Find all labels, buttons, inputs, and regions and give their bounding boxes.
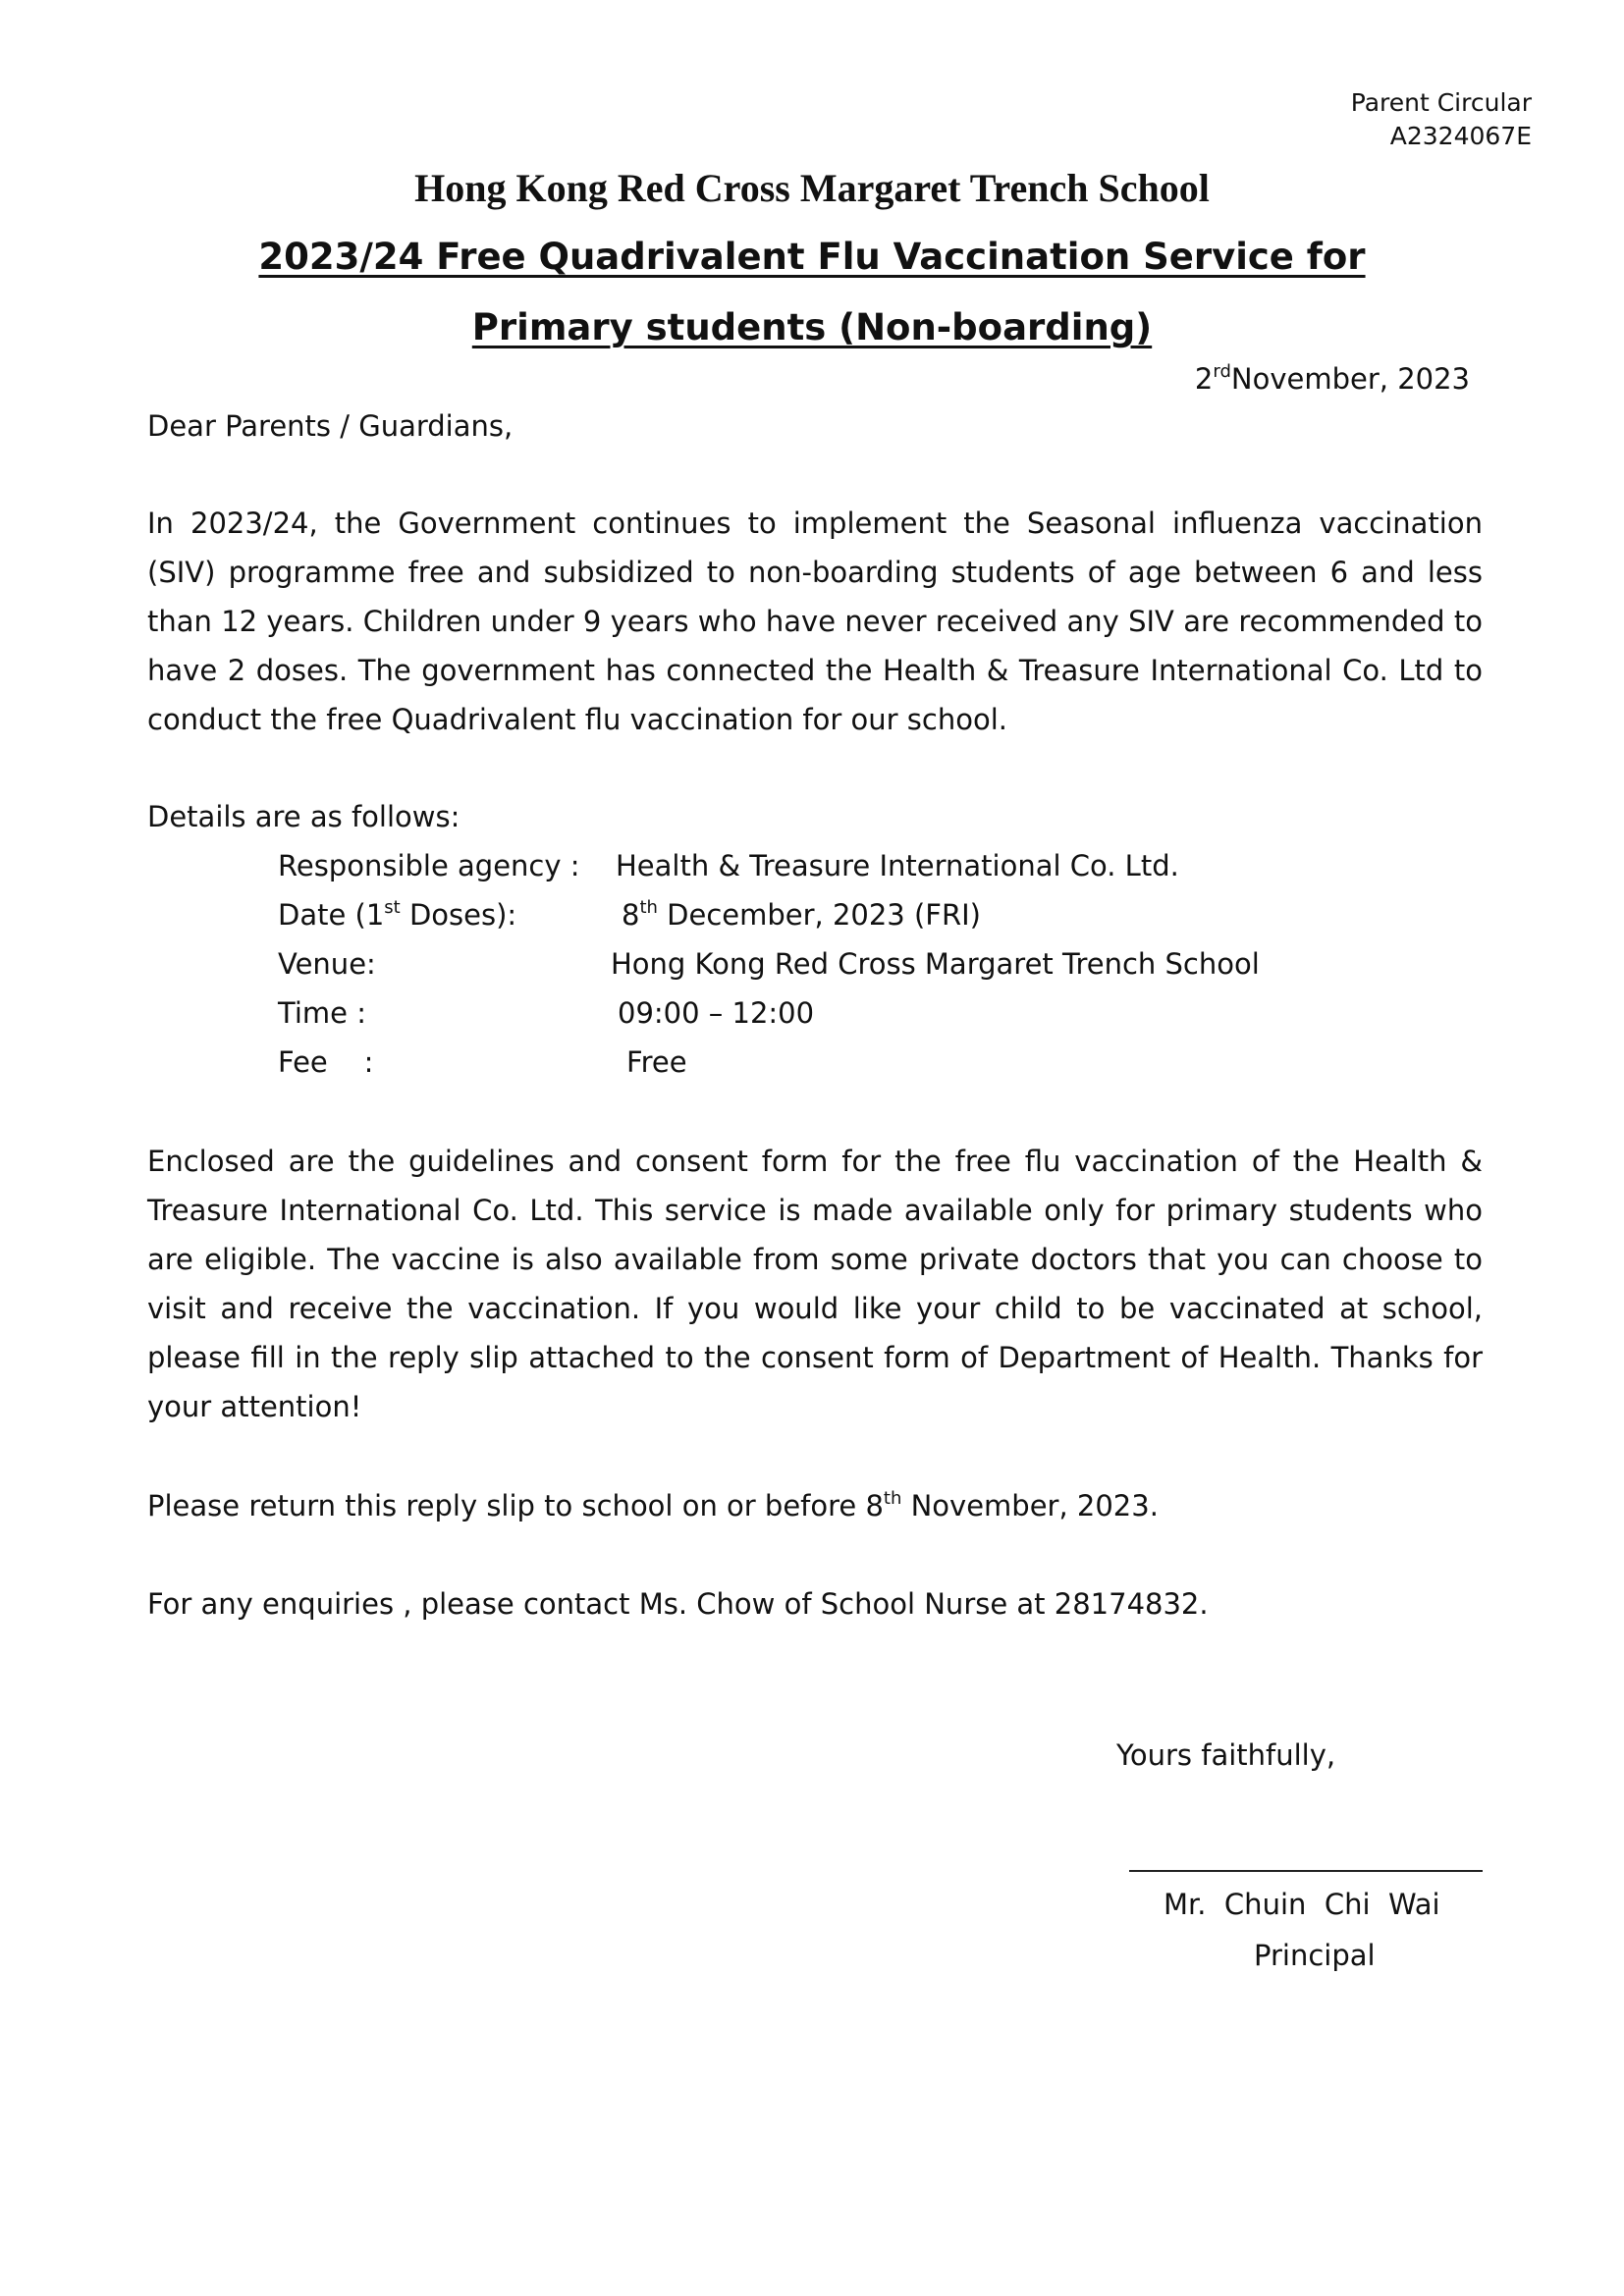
- return-note-text: Please return this reply slip to school on or before 8: [147, 1489, 884, 1522]
- principal-title: Principal: [1254, 1939, 1376, 1972]
- venue-label: Venue:: [278, 947, 376, 981]
- circular-number: A2324067E: [1389, 122, 1532, 150]
- time-value: 09:00 – 12:00: [618, 996, 815, 1030]
- issue-date: [1195, 359, 1470, 399]
- agency-value: Health & Treasure International Co. Ltd.: [616, 849, 1179, 882]
- closing-yours-faithfully: Yours faithfully,: [1116, 1738, 1336, 1772]
- school-name: Hong Kong Red Cross Margaret Trench School: [414, 166, 1210, 210]
- fee-label: Fee :: [278, 1045, 374, 1079]
- enquiry-note: For any enquiries , please contact Ms. Chow of School Nurse at 28174832.: [147, 1587, 1209, 1621]
- details-intro: Details are as follows:: [147, 800, 460, 833]
- dose-date-value: [622, 895, 981, 934]
- issue-date-day: 2: [1194, 362, 1214, 396]
- fee-value: Free: [626, 1045, 687, 1079]
- intro-paragraph: In 2023/24, the Government continues to implement the Seasonal influenza vaccination (SIV) programme free and subsidized to non-boarding students of age between 6 and less than 12 years. Children under 9 years who have never received any SIV are recommended to have 2 doses. The government has connected the Health & Treasure International Co. Ltd to conduct the free Quadrivalent flu vaccination for our school.: [147, 507, 1483, 736]
- circular-label: Parent Circular: [1350, 88, 1532, 117]
- dose-date-value-sup: th: [639, 897, 658, 918]
- venue-value: Hong Kong Red Cross Margaret Trench School: [611, 947, 1260, 981]
- return-note-sup: th: [883, 1488, 902, 1509]
- dose-date-label-text: Date (1: [278, 898, 385, 932]
- return-note-rest: November, 2023.: [901, 1489, 1159, 1522]
- issue-date-rest: November, 2023: [1230, 362, 1470, 396]
- circular-reference: [1351, 86, 1532, 153]
- guidelines-paragraph: Enclosed are the guidelines and consent form for the free flu vaccination of the Health & Treasure International Co. Ltd. This service is made available only for primary students who are eligible. The vaccine is also available from some private doctors that you can choose to visit and receive the vaccination. If you would like your child to be vaccinated at school, please fill in the reply slip attached to the consent form of Department of Health. Thanks for your attention!: [147, 1145, 1483, 1423]
- salutation: Dear Parents / Guardians,: [147, 409, 514, 443]
- principal-name: Mr. Chuin Chi Wai: [1164, 1888, 1440, 1921]
- dose-date-label: [278, 895, 516, 934]
- issue-date-suffix: rd: [1213, 361, 1231, 382]
- circular-title-line2: Primary students (Non-boarding): [471, 306, 1153, 348]
- dose-date-value-rest: December, 2023 (FRI): [657, 898, 981, 932]
- signature-line: [1129, 1870, 1483, 1872]
- dose-date-label-sup: st: [384, 897, 401, 918]
- dose-date-value-day: 8: [622, 898, 640, 932]
- time-label: Time :: [278, 996, 366, 1030]
- agency-label: Responsible agency :: [278, 849, 580, 882]
- return-note: [147, 1486, 1159, 1525]
- dose-date-label-rest: Doses):: [400, 898, 517, 932]
- circular-title-line1: 2023/24 Free Quadrivalent Flu Vaccination Service for: [258, 236, 1366, 278]
